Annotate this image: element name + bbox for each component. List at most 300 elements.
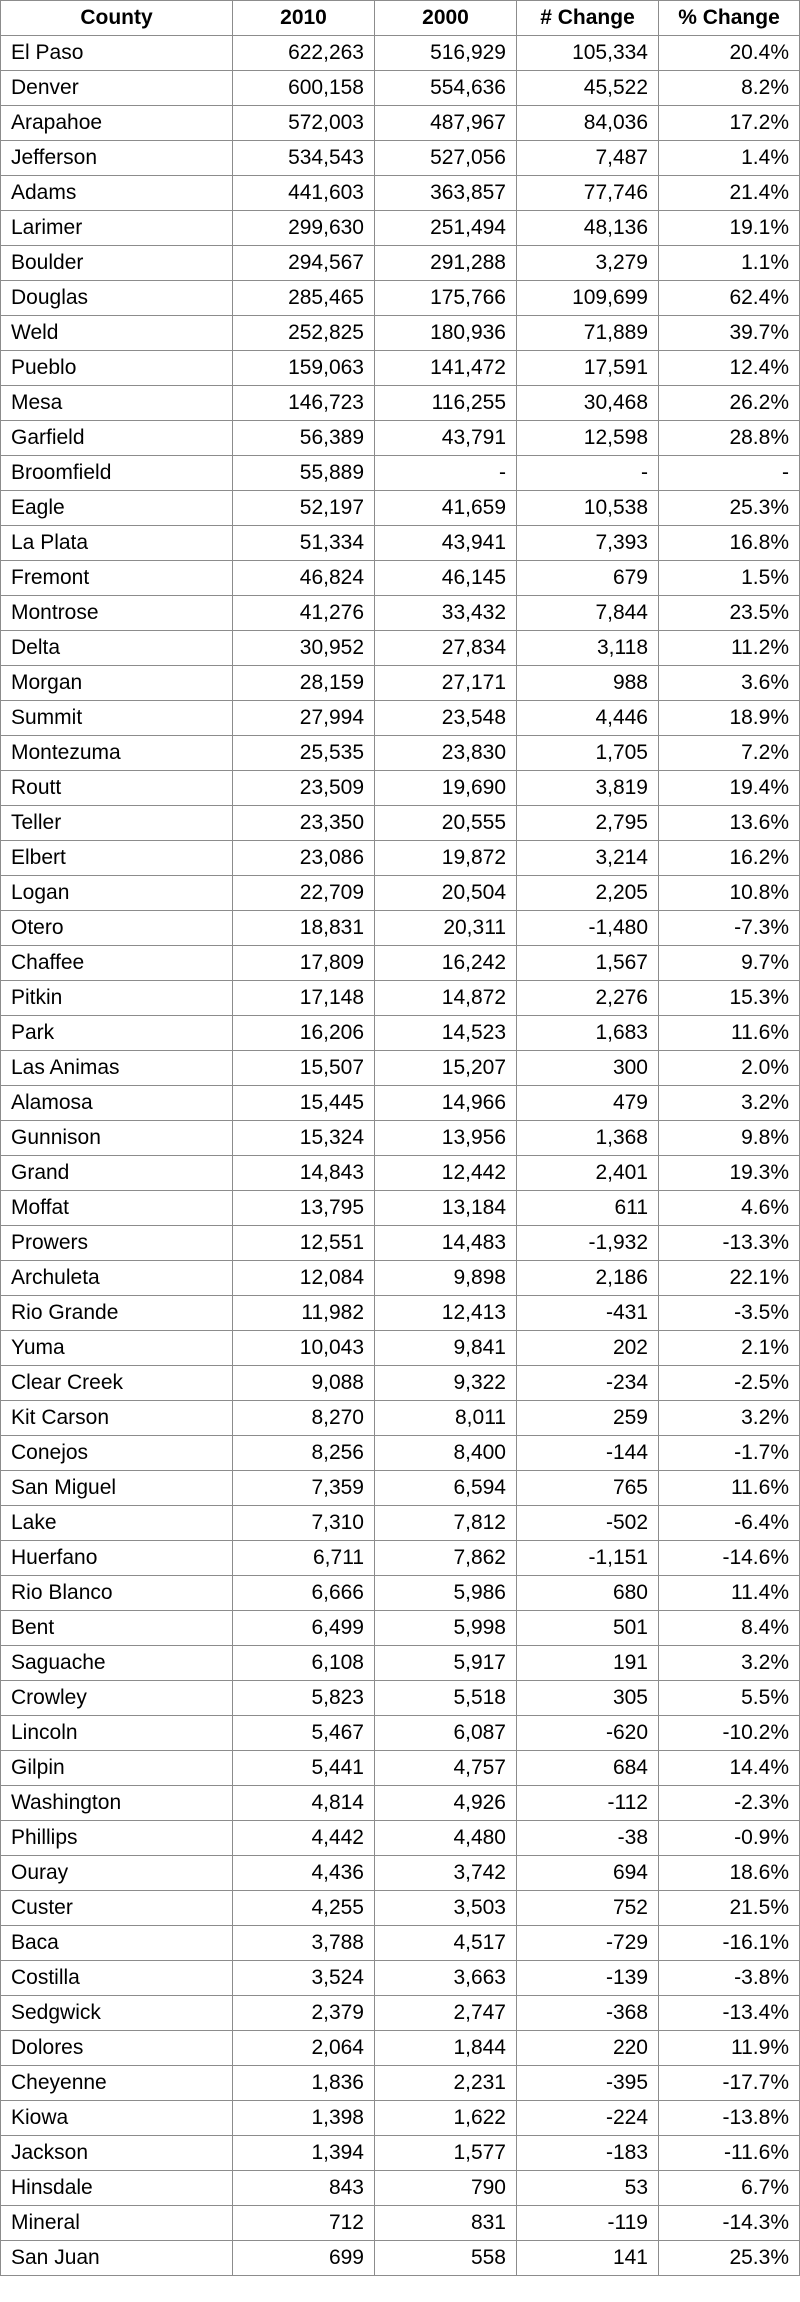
population-2000-cell: 363,857: [375, 176, 517, 211]
percent-change-cell: 28.8%: [659, 421, 800, 456]
percent-change-cell: 11.6%: [659, 1471, 800, 1506]
number-change-cell: -620: [517, 1716, 659, 1751]
population-2000-cell: 831: [375, 2206, 517, 2241]
population-2000-cell: 554,636: [375, 71, 517, 106]
county-cell: Baca: [1, 1926, 233, 1961]
county-cell: Routt: [1, 771, 233, 806]
county-cell: Montezuma: [1, 736, 233, 771]
population-2000-cell: 790: [375, 2171, 517, 2206]
county-cell: Adams: [1, 176, 233, 211]
table-row: [1, 491, 800, 526]
table-row: [1, 666, 800, 701]
county-cell: Garfield: [1, 421, 233, 456]
number-change-cell: 679: [517, 561, 659, 596]
number-change-cell: 10,538: [517, 491, 659, 526]
population-2010-cell: 572,003: [233, 106, 375, 141]
number-change-cell: 45,522: [517, 71, 659, 106]
percent-change-cell: 2.0%: [659, 1051, 800, 1086]
header-2010: 2010: [233, 1, 375, 36]
table-body: [1, 36, 800, 2276]
table-row: [1, 911, 800, 946]
table-row: [1, 1961, 800, 1996]
header-county: County: [1, 1, 233, 36]
number-change-cell: 2,186: [517, 1261, 659, 1296]
population-2010-cell: 12,084: [233, 1261, 375, 1296]
table-row: [1, 1856, 800, 1891]
county-cell: Elbert: [1, 841, 233, 876]
county-cell: Delta: [1, 631, 233, 666]
population-2000-cell: 12,413: [375, 1296, 517, 1331]
percent-change-cell: 11.6%: [659, 1016, 800, 1051]
percent-change-cell: -: [659, 456, 800, 491]
county-cell: Cheyenne: [1, 2066, 233, 2101]
table-row: [1, 981, 800, 1016]
table-row: [1, 106, 800, 141]
population-2000-cell: 141,472: [375, 351, 517, 386]
percent-change-cell: 17.2%: [659, 106, 800, 141]
population-2000-cell: 175,766: [375, 281, 517, 316]
number-change-cell: -1,932: [517, 1226, 659, 1261]
county-cell: Mesa: [1, 386, 233, 421]
percent-change-cell: 11.4%: [659, 1576, 800, 1611]
number-change-cell: 694: [517, 1856, 659, 1891]
number-change-cell: 988: [517, 666, 659, 701]
county-cell: Conejos: [1, 1436, 233, 1471]
table-row: [1, 1191, 800, 1226]
percent-change-cell: 5.5%: [659, 1681, 800, 1716]
population-2000-cell: 27,171: [375, 666, 517, 701]
number-change-cell: 109,699: [517, 281, 659, 316]
table-row: [1, 1821, 800, 1856]
number-change-cell: -502: [517, 1506, 659, 1541]
percent-change-cell: 15.3%: [659, 981, 800, 1016]
percent-change-cell: -3.5%: [659, 1296, 800, 1331]
percent-change-cell: 26.2%: [659, 386, 800, 421]
population-2000-cell: 20,311: [375, 911, 517, 946]
population-2010-cell: 23,086: [233, 841, 375, 876]
table-row: [1, 1261, 800, 1296]
table-row: [1, 2206, 800, 2241]
population-2000-cell: 291,288: [375, 246, 517, 281]
number-change-cell: 53: [517, 2171, 659, 2206]
number-change-cell: 765: [517, 1471, 659, 1506]
percent-change-cell: 4.6%: [659, 1191, 800, 1226]
population-2010-cell: 8,270: [233, 1401, 375, 1436]
percent-change-cell: 25.3%: [659, 2241, 800, 2276]
population-2010-cell: 28,159: [233, 666, 375, 701]
population-2000-cell: 6,594: [375, 1471, 517, 1506]
number-change-cell: -38: [517, 1821, 659, 1856]
header-percent-change: % Change: [659, 1, 800, 36]
county-cell: Montrose: [1, 596, 233, 631]
population-2000-cell: 20,504: [375, 876, 517, 911]
population-2010-cell: 17,809: [233, 946, 375, 981]
header-2000: 2000: [375, 1, 517, 36]
county-cell: Alamosa: [1, 1086, 233, 1121]
population-2010-cell: 22,709: [233, 876, 375, 911]
table-row: [1, 1086, 800, 1121]
number-change-cell: 30,468: [517, 386, 659, 421]
county-cell: Pueblo: [1, 351, 233, 386]
population-2010-cell: 11,982: [233, 1296, 375, 1331]
county-cell: Douglas: [1, 281, 233, 316]
number-change-cell: -119: [517, 2206, 659, 2241]
percent-change-cell: 19.1%: [659, 211, 800, 246]
population-2010-cell: 4,442: [233, 1821, 375, 1856]
population-2000-cell: 5,986: [375, 1576, 517, 1611]
table-row: [1, 1891, 800, 1926]
population-2000-cell: 5,518: [375, 1681, 517, 1716]
population-2010-cell: 5,441: [233, 1751, 375, 1786]
population-2010-cell: 4,436: [233, 1856, 375, 1891]
percent-change-cell: 1.5%: [659, 561, 800, 596]
percent-change-cell: 3.6%: [659, 666, 800, 701]
population-2010-cell: 6,108: [233, 1646, 375, 1681]
number-change-cell: 191: [517, 1646, 659, 1681]
county-cell: Larimer: [1, 211, 233, 246]
population-2010-cell: 6,499: [233, 1611, 375, 1646]
percent-change-cell: -2.3%: [659, 1786, 800, 1821]
county-cell: Pitkin: [1, 981, 233, 1016]
population-2010-cell: 16,206: [233, 1016, 375, 1051]
county-cell: Custer: [1, 1891, 233, 1926]
percent-change-cell: 10.8%: [659, 876, 800, 911]
county-cell: Rio Blanco: [1, 1576, 233, 1611]
population-2000-cell: 4,480: [375, 1821, 517, 1856]
table-row: [1, 736, 800, 771]
population-2010-cell: 56,389: [233, 421, 375, 456]
percent-change-cell: 9.7%: [659, 946, 800, 981]
county-cell: Grand: [1, 1156, 233, 1191]
population-2010-cell: 17,148: [233, 981, 375, 1016]
number-change-cell: 479: [517, 1086, 659, 1121]
table-row: [1, 316, 800, 351]
population-2010-cell: 285,465: [233, 281, 375, 316]
table-row: [1, 71, 800, 106]
county-cell: Morgan: [1, 666, 233, 701]
county-cell: Broomfield: [1, 456, 233, 491]
population-2000-cell: 3,742: [375, 1856, 517, 1891]
number-change-cell: 2,276: [517, 981, 659, 1016]
table-row: [1, 141, 800, 176]
number-change-cell: -1,480: [517, 911, 659, 946]
population-2010-cell: 3,788: [233, 1926, 375, 1961]
table-row: [1, 701, 800, 736]
table-row: [1, 1366, 800, 1401]
percent-change-cell: 1.1%: [659, 246, 800, 281]
percent-change-cell: 3.2%: [659, 1646, 800, 1681]
number-change-cell: -234: [517, 1366, 659, 1401]
percent-change-cell: -11.6%: [659, 2136, 800, 2171]
table-row: [1, 1716, 800, 1751]
table-row: [1, 281, 800, 316]
county-cell: Crowley: [1, 1681, 233, 1716]
county-cell: Yuma: [1, 1331, 233, 1366]
table-row: [1, 841, 800, 876]
population-2000-cell: 13,184: [375, 1191, 517, 1226]
county-cell: Las Animas: [1, 1051, 233, 1086]
table-row: [1, 211, 800, 246]
number-change-cell: 3,279: [517, 246, 659, 281]
population-2010-cell: 12,551: [233, 1226, 375, 1261]
percent-change-cell: -13.3%: [659, 1226, 800, 1261]
table-header: [1, 1, 800, 36]
percent-change-cell: -13.4%: [659, 1996, 800, 2031]
population-2000-cell: 1,844: [375, 2031, 517, 2066]
population-2010-cell: 10,043: [233, 1331, 375, 1366]
county-cell: Mineral: [1, 2206, 233, 2241]
population-2010-cell: 52,197: [233, 491, 375, 526]
number-change-cell: 141: [517, 2241, 659, 2276]
population-2000-cell: 14,483: [375, 1226, 517, 1261]
number-change-cell: 1,683: [517, 1016, 659, 1051]
population-2000-cell: 14,966: [375, 1086, 517, 1121]
percent-change-cell: 39.7%: [659, 316, 800, 351]
population-2010-cell: 23,509: [233, 771, 375, 806]
table-row: [1, 1646, 800, 1681]
percent-change-cell: 16.2%: [659, 841, 800, 876]
county-cell: San Miguel: [1, 1471, 233, 1506]
county-cell: Hinsdale: [1, 2171, 233, 2206]
number-change-cell: 684: [517, 1751, 659, 1786]
number-change-cell: 501: [517, 1611, 659, 1646]
percent-change-cell: -17.7%: [659, 2066, 800, 2101]
population-2010-cell: 6,711: [233, 1541, 375, 1576]
population-2010-cell: 41,276: [233, 596, 375, 631]
table-row: [1, 36, 800, 71]
number-change-cell: 259: [517, 1401, 659, 1436]
table-row: [1, 1471, 800, 1506]
number-change-cell: 202: [517, 1331, 659, 1366]
county-cell: Huerfano: [1, 1541, 233, 1576]
number-change-cell: 611: [517, 1191, 659, 1226]
table-row: [1, 2171, 800, 2206]
number-change-cell: 3,214: [517, 841, 659, 876]
population-2000-cell: 251,494: [375, 211, 517, 246]
percent-change-cell: 23.5%: [659, 596, 800, 631]
county-cell: Denver: [1, 71, 233, 106]
table-row: [1, 176, 800, 211]
percent-change-cell: -1.7%: [659, 1436, 800, 1471]
county-cell: La Plata: [1, 526, 233, 561]
table-row: [1, 1296, 800, 1331]
number-change-cell: 1,368: [517, 1121, 659, 1156]
number-change-cell: -729: [517, 1926, 659, 1961]
population-2010-cell: 15,445: [233, 1086, 375, 1121]
table-row: [1, 246, 800, 281]
population-2010-cell: 51,334: [233, 526, 375, 561]
county-cell: Otero: [1, 911, 233, 946]
population-2000-cell: 3,663: [375, 1961, 517, 1996]
table-row: [1, 2031, 800, 2066]
table-row: [1, 561, 800, 596]
population-2000-cell: 20,555: [375, 806, 517, 841]
county-cell: Prowers: [1, 1226, 233, 1261]
county-cell: Fremont: [1, 561, 233, 596]
county-cell: Archuleta: [1, 1261, 233, 1296]
population-2010-cell: 699: [233, 2241, 375, 2276]
county-cell: Gunnison: [1, 1121, 233, 1156]
table-row: [1, 1751, 800, 1786]
population-2000-cell: 5,998: [375, 1611, 517, 1646]
table-row: [1, 421, 800, 456]
county-cell: Jefferson: [1, 141, 233, 176]
county-cell: Park: [1, 1016, 233, 1051]
population-2010-cell: 622,263: [233, 36, 375, 71]
county-cell: El Paso: [1, 36, 233, 71]
number-change-cell: -395: [517, 2066, 659, 2101]
population-2010-cell: 18,831: [233, 911, 375, 946]
table-row: [1, 1436, 800, 1471]
population-2000-cell: 9,322: [375, 1366, 517, 1401]
population-2010-cell: 441,603: [233, 176, 375, 211]
number-change-cell: 680: [517, 1576, 659, 1611]
population-2000-cell: 516,929: [375, 36, 517, 71]
number-change-cell: 2,401: [517, 1156, 659, 1191]
table-row: [1, 631, 800, 666]
county-cell: Chaffee: [1, 946, 233, 981]
population-2000-cell: -: [375, 456, 517, 491]
percent-change-cell: -10.2%: [659, 1716, 800, 1751]
number-change-cell: -368: [517, 1996, 659, 2031]
number-change-cell: 71,889: [517, 316, 659, 351]
population-2010-cell: 534,543: [233, 141, 375, 176]
population-2000-cell: 43,791: [375, 421, 517, 456]
percent-change-cell: 8.2%: [659, 71, 800, 106]
percent-change-cell: 1.4%: [659, 141, 800, 176]
population-2000-cell: 41,659: [375, 491, 517, 526]
percent-change-cell: -14.3%: [659, 2206, 800, 2241]
number-change-cell: 4,446: [517, 701, 659, 736]
county-cell: Kiowa: [1, 2101, 233, 2136]
population-2010-cell: 27,994: [233, 701, 375, 736]
county-cell: Eagle: [1, 491, 233, 526]
percent-change-cell: -7.3%: [659, 911, 800, 946]
population-2010-cell: 299,630: [233, 211, 375, 246]
number-change-cell: -139: [517, 1961, 659, 1996]
population-2010-cell: 8,256: [233, 1436, 375, 1471]
number-change-cell: 3,118: [517, 631, 659, 666]
population-2000-cell: 1,577: [375, 2136, 517, 2171]
percent-change-cell: 19.3%: [659, 1156, 800, 1191]
population-2000-cell: 46,145: [375, 561, 517, 596]
population-2000-cell: 14,523: [375, 1016, 517, 1051]
table-row: [1, 1401, 800, 1436]
percent-change-cell: 8.4%: [659, 1611, 800, 1646]
population-2010-cell: 15,324: [233, 1121, 375, 1156]
percent-change-cell: -0.9%: [659, 1821, 800, 1856]
population-2000-cell: 8,011: [375, 1401, 517, 1436]
population-2010-cell: 5,467: [233, 1716, 375, 1751]
population-2000-cell: 487,967: [375, 106, 517, 141]
number-change-cell: 1,567: [517, 946, 659, 981]
county-cell: Logan: [1, 876, 233, 911]
population-2000-cell: 4,757: [375, 1751, 517, 1786]
county-cell: Costilla: [1, 1961, 233, 1996]
population-2010-cell: 2,064: [233, 2031, 375, 2066]
table-row: [1, 1156, 800, 1191]
population-2000-cell: 23,830: [375, 736, 517, 771]
population-2000-cell: 8,400: [375, 1436, 517, 1471]
table-row: [1, 1121, 800, 1156]
population-2010-cell: 843: [233, 2171, 375, 2206]
population-2000-cell: 116,255: [375, 386, 517, 421]
number-change-cell: 105,334: [517, 36, 659, 71]
population-2010-cell: 7,359: [233, 1471, 375, 1506]
county-cell: Kit Carson: [1, 1401, 233, 1436]
table-row: [1, 1331, 800, 1366]
table-row: [1, 1681, 800, 1716]
percent-change-cell: 21.4%: [659, 176, 800, 211]
table-row: [1, 351, 800, 386]
number-change-cell: -: [517, 456, 659, 491]
county-cell: Arapahoe: [1, 106, 233, 141]
table-row: [1, 1226, 800, 1261]
percent-change-cell: 18.6%: [659, 1856, 800, 1891]
number-change-cell: 3,819: [517, 771, 659, 806]
percent-change-cell: 21.5%: [659, 1891, 800, 1926]
population-2000-cell: 43,941: [375, 526, 517, 561]
population-2010-cell: 712: [233, 2206, 375, 2241]
county-cell: Saguache: [1, 1646, 233, 1681]
population-2010-cell: 9,088: [233, 1366, 375, 1401]
population-2000-cell: 7,862: [375, 1541, 517, 1576]
population-2000-cell: 527,056: [375, 141, 517, 176]
county-cell: Phillips: [1, 1821, 233, 1856]
table-row: [1, 1541, 800, 1576]
population-2000-cell: 15,207: [375, 1051, 517, 1086]
table-row: [1, 876, 800, 911]
number-change-cell: 48,136: [517, 211, 659, 246]
population-2000-cell: 9,898: [375, 1261, 517, 1296]
percent-change-cell: 3.2%: [659, 1086, 800, 1121]
percent-change-cell: 11.9%: [659, 2031, 800, 2066]
table-row: [1, 2101, 800, 2136]
county-cell: Lake: [1, 1506, 233, 1541]
number-change-cell: -224: [517, 2101, 659, 2136]
population-2010-cell: 25,535: [233, 736, 375, 771]
table-row: [1, 1611, 800, 1646]
table-row: [1, 456, 800, 491]
population-2010-cell: 159,063: [233, 351, 375, 386]
table-row: [1, 1016, 800, 1051]
percent-change-cell: 62.4%: [659, 281, 800, 316]
number-change-cell: 2,205: [517, 876, 659, 911]
percent-change-cell: 16.8%: [659, 526, 800, 561]
population-2010-cell: 14,843: [233, 1156, 375, 1191]
table-row: [1, 2066, 800, 2101]
population-2000-cell: 9,841: [375, 1331, 517, 1366]
table-row: [1, 386, 800, 421]
percent-change-cell: 20.4%: [659, 36, 800, 71]
county-cell: Bent: [1, 1611, 233, 1646]
percent-change-cell: -14.6%: [659, 1541, 800, 1576]
population-2000-cell: 2,231: [375, 2066, 517, 2101]
number-change-cell: -1,151: [517, 1541, 659, 1576]
population-2010-cell: 2,379: [233, 1996, 375, 2031]
population-2010-cell: 4,255: [233, 1891, 375, 1926]
county-cell: Clear Creek: [1, 1366, 233, 1401]
number-change-cell: 2,795: [517, 806, 659, 841]
percent-change-cell: 13.6%: [659, 806, 800, 841]
number-change-cell: 1,705: [517, 736, 659, 771]
population-2010-cell: 4,814: [233, 1786, 375, 1821]
percent-change-cell: -2.5%: [659, 1366, 800, 1401]
population-2010-cell: 1,836: [233, 2066, 375, 2101]
number-change-cell: 305: [517, 1681, 659, 1716]
population-2010-cell: 46,824: [233, 561, 375, 596]
population-2000-cell: 4,517: [375, 1926, 517, 1961]
